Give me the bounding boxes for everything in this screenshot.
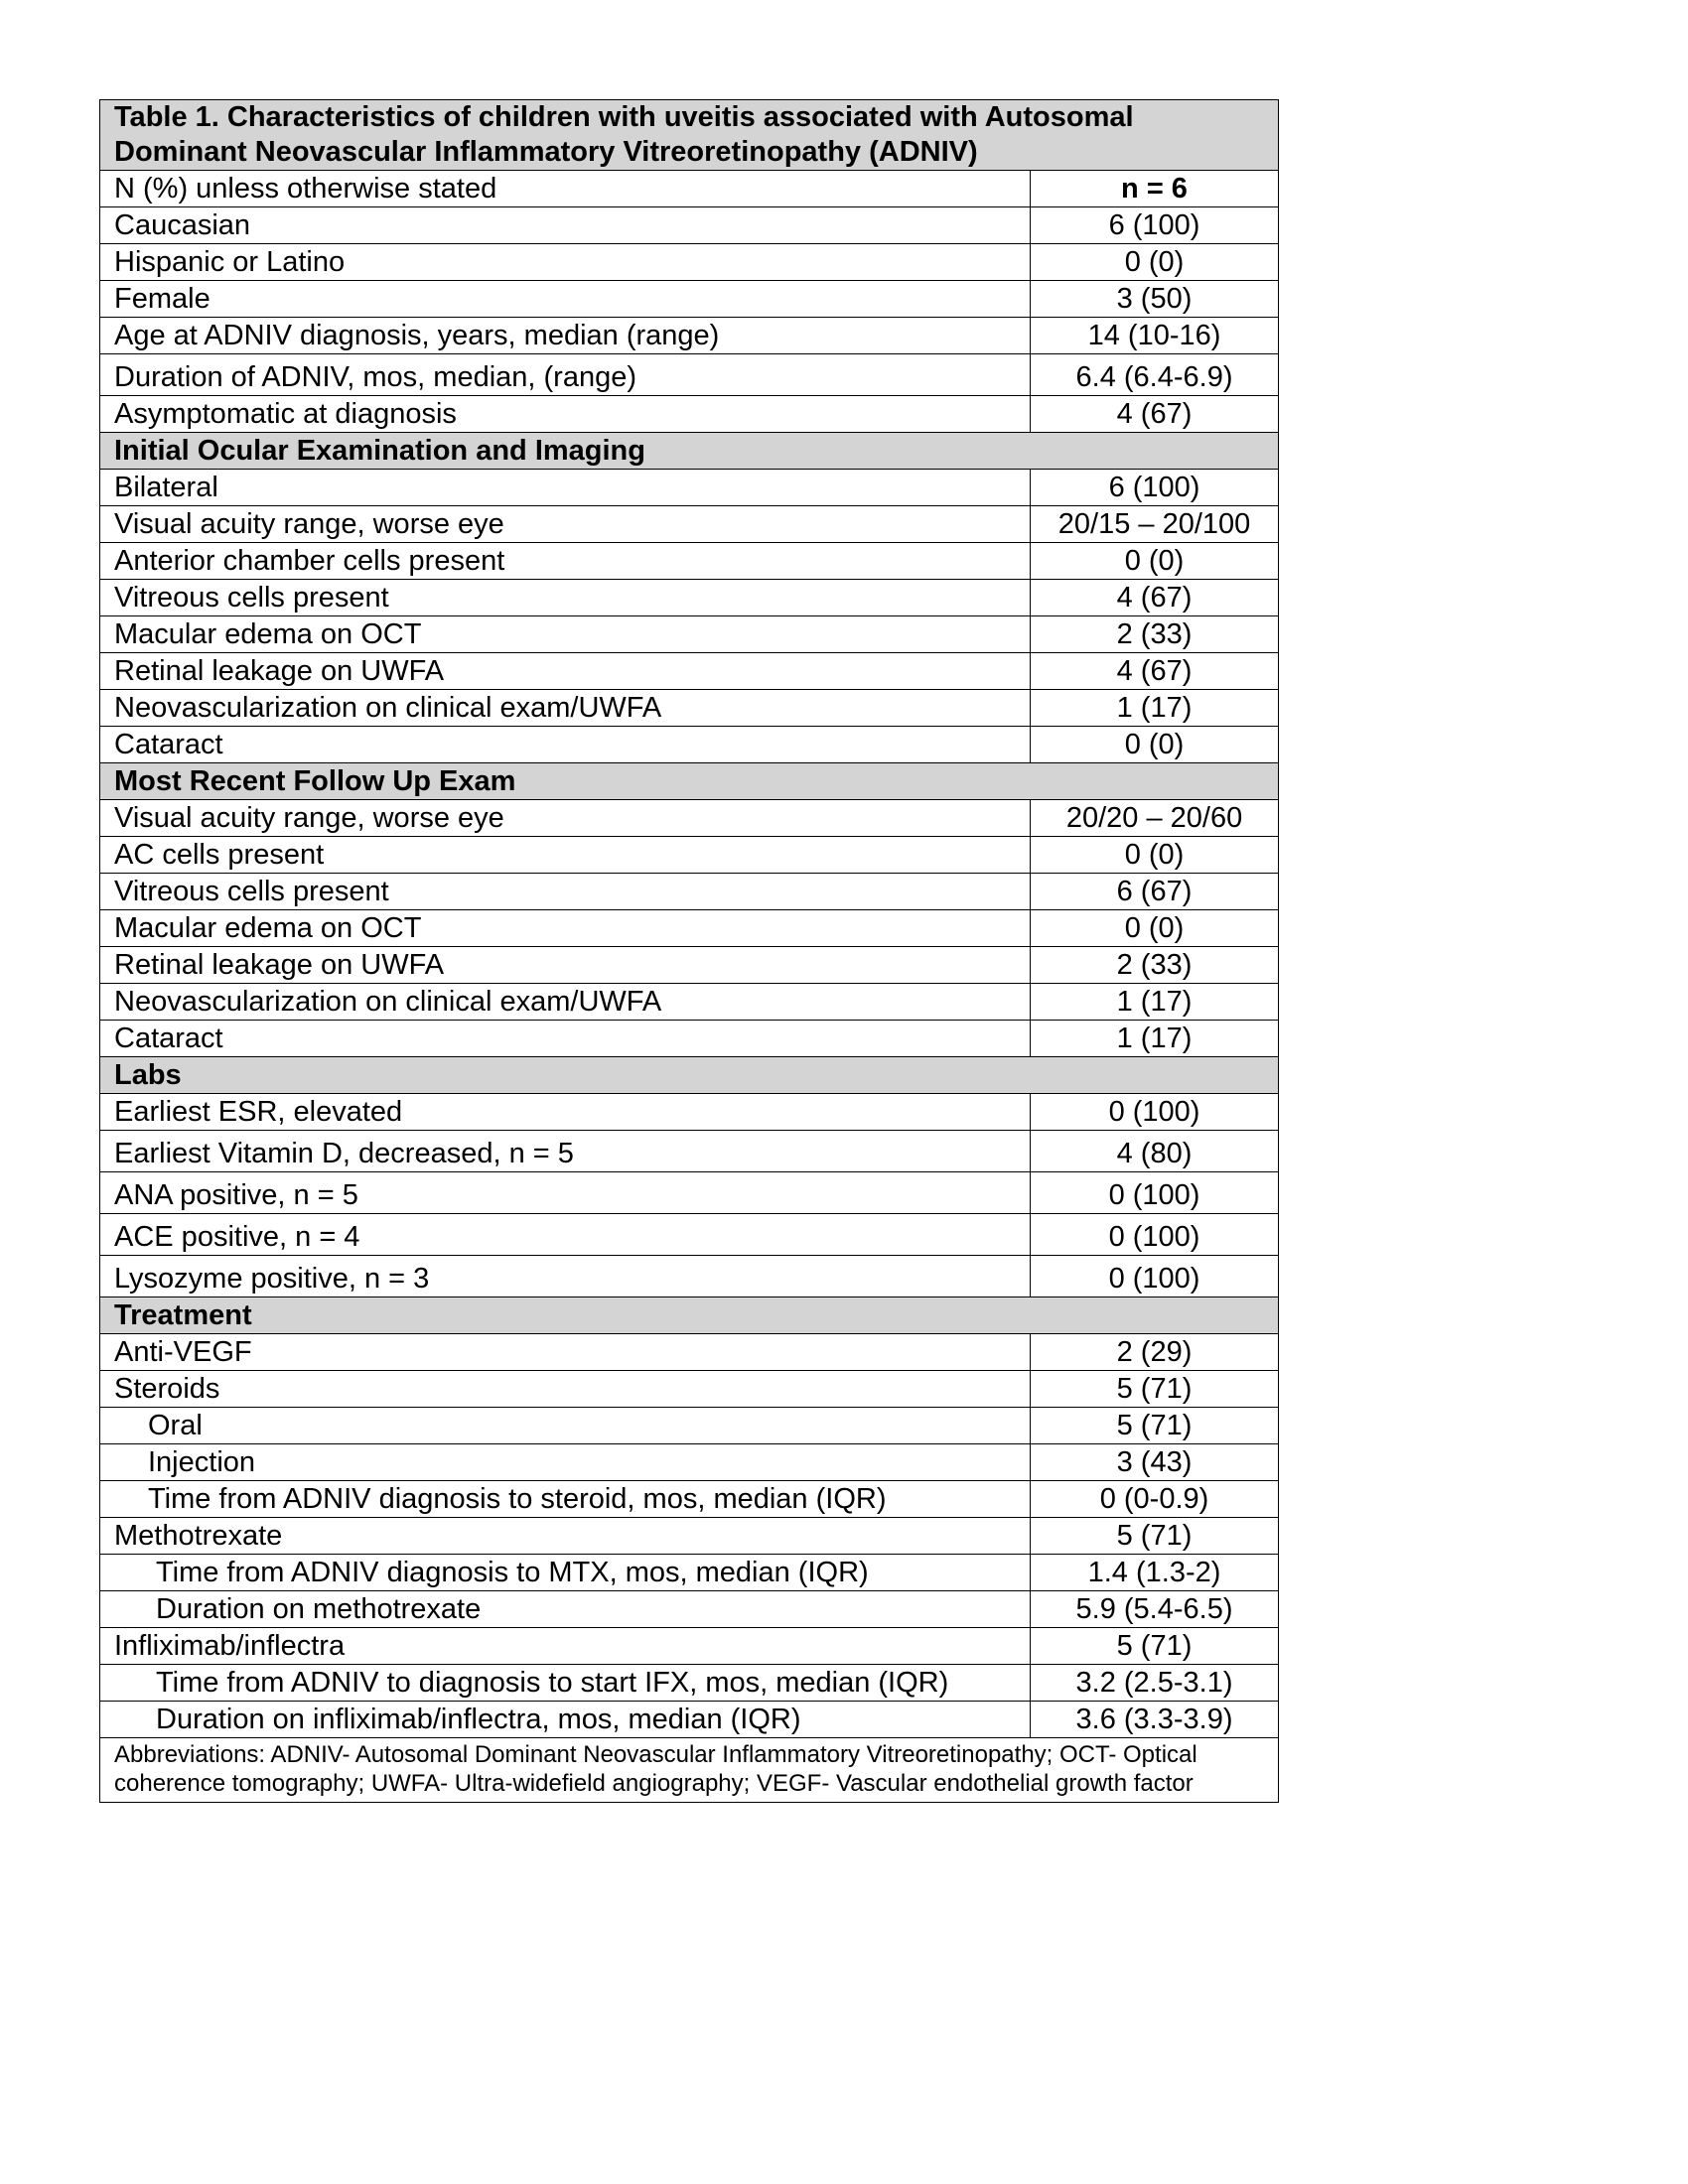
row-value: 3.2 (2.5-3.1) [1031,1665,1279,1702]
row-value: 5 (71) [1031,1408,1279,1444]
section-header-initial-exam [100,433,1279,470]
table-row [100,1555,1279,1591]
row-label: Visual acuity range, worse eye [100,506,1031,543]
row-label: Hispanic or Latino [100,244,1031,281]
row-value: 1 (17) [1031,984,1279,1021]
row-value: 0 (100) [1031,1172,1279,1214]
row-label: Steroids [100,1371,1031,1408]
row-label: Macular edema on OCT [100,910,1031,947]
table-row [100,470,1279,506]
row-label: Injection [100,1444,1031,1481]
row-label: Time from ADNIV to diagnosis to start IFX, mos, median (IQR) [100,1665,1031,1702]
row-value: 6 (100) [1031,207,1279,244]
row-value: 0 (0) [1031,910,1279,947]
table-row [100,800,1279,837]
table-row [100,1628,1279,1665]
table-row [100,1591,1279,1628]
row-label: Neovascularization on clinical exam/UWFA [100,690,1031,727]
row-label: Caucasian [100,207,1031,244]
row-label: Duration on methotrexate [100,1591,1031,1628]
row-value: 20/15 – 20/100 [1031,506,1279,543]
row-value: 0 (0) [1031,837,1279,874]
row-label: Visual acuity range, worse eye [100,800,1031,837]
characteristics-table-container [99,99,1278,1803]
table-row [100,396,1279,433]
table-row [100,1214,1279,1256]
table-row [100,1444,1279,1481]
row-label: Vitreous cells present [100,874,1031,910]
row-value: 2 (29) [1031,1334,1279,1371]
footnote-row [100,1738,1279,1803]
table-row [100,874,1279,910]
row-label: Vitreous cells present [100,580,1031,616]
table-row [100,207,1279,244]
row-label: Anti-VEGF [100,1334,1031,1371]
row-label: ACE positive, n = 4 [100,1214,1031,1256]
row-label: Earliest ESR, elevated [100,1094,1031,1131]
table-row [100,947,1279,984]
row-label: AC cells present [100,837,1031,874]
header-value: n = 6 [1031,171,1279,207]
row-label: Lysozyme positive, n = 3 [100,1256,1031,1297]
table-row [100,1172,1279,1214]
row-label: Duration on infliximab/inflectra, mos, median (IQR) [100,1702,1031,1738]
row-value: 5.9 (5.4-6.5) [1031,1591,1279,1628]
table-row [100,727,1279,763]
table-row [100,910,1279,947]
table-title: Table 1. Characteristics of children with uveitis associated with Autosomal Dominant Neovascular Inflammatory Vitreoretinopathy (ADNIV) [100,100,1279,171]
section-title: Treatment [100,1297,1279,1334]
row-label: Methotrexate [100,1518,1031,1555]
row-value: 14 (10-16) [1031,318,1279,354]
row-label: Age at ADNIV diagnosis, years, median (range) [100,318,1031,354]
row-label: ANA positive, n = 5 [100,1172,1031,1214]
row-label: Neovascularization on clinical exam/UWFA [100,984,1031,1021]
table-row [100,354,1279,396]
table-row [100,506,1279,543]
table-header-row [100,171,1279,207]
row-label: Duration of ADNIV, mos, median, (range) [100,354,1031,396]
row-value: 6.4 (6.4-6.9) [1031,354,1279,396]
row-value: 2 (33) [1031,616,1279,653]
table-row [100,1021,1279,1057]
table-row [100,281,1279,318]
table-row [100,1334,1279,1371]
table-row [100,1665,1279,1702]
row-value: 4 (80) [1031,1131,1279,1172]
row-value: 0 (100) [1031,1094,1279,1131]
row-label: Asymptomatic at diagnosis [100,396,1031,433]
row-label: Oral [100,1408,1031,1444]
table-row [100,616,1279,653]
section-title: Most Recent Follow Up Exam [100,763,1279,800]
row-value: 20/20 – 20/60 [1031,800,1279,837]
table-row [100,653,1279,690]
table-row [100,543,1279,580]
row-label: Bilateral [100,470,1031,506]
table-row [100,318,1279,354]
row-label: Retinal leakage on UWFA [100,653,1031,690]
row-value: 4 (67) [1031,580,1279,616]
row-value: 0 (0) [1031,244,1279,281]
table-row [100,1256,1279,1297]
table-row [100,1702,1279,1738]
table-row [100,690,1279,727]
row-label: Macular edema on OCT [100,616,1031,653]
row-value: 4 (67) [1031,653,1279,690]
row-value: 2 (33) [1031,947,1279,984]
table-row [100,1131,1279,1172]
row-label: Cataract [100,727,1031,763]
row-label: Time from ADNIV diagnosis to MTX, mos, median (IQR) [100,1555,1031,1591]
row-value: 0 (100) [1031,1256,1279,1297]
abbreviations-footnote: Abbreviations: ADNIV- Autosomal Dominant Neovascular Inflammatory Vitreoretinopathy; OCT- Optical coherence tomography; UWFA- Ultra-widefield angiography; VEGF- Vascular endothelial growth factor [100,1738,1279,1803]
section-header-labs [100,1057,1279,1094]
row-value: 1 (17) [1031,690,1279,727]
section-title: Initial Ocular Examination and Imaging [100,433,1279,470]
row-label: Retinal leakage on UWFA [100,947,1031,984]
table-title-row [100,100,1279,171]
row-label: Cataract [100,1021,1031,1057]
row-value: 3 (43) [1031,1444,1279,1481]
section-header-treatment [100,1297,1279,1334]
row-value: 5 (71) [1031,1518,1279,1555]
section-header-follow-up [100,763,1279,800]
row-value: 0 (0-0.9) [1031,1481,1279,1518]
table-row [100,984,1279,1021]
table-row [100,1094,1279,1131]
row-value: 0 (100) [1031,1214,1279,1256]
row-value: 3 (50) [1031,281,1279,318]
row-value: 1 (17) [1031,1021,1279,1057]
row-label: Anterior chamber cells present [100,543,1031,580]
row-label: Earliest Vitamin D, decreased, n = 5 [100,1131,1031,1172]
row-label: Infliximab/inflectra [100,1628,1031,1665]
table-row [100,1518,1279,1555]
row-value: 4 (67) [1031,396,1279,433]
row-value: 6 (67) [1031,874,1279,910]
row-value: 1.4 (1.3-2) [1031,1555,1279,1591]
table-row [100,1408,1279,1444]
row-value: 6 (100) [1031,470,1279,506]
table-row [100,1371,1279,1408]
table-row [100,837,1279,874]
row-value: 3.6 (3.3-3.9) [1031,1702,1279,1738]
table-row [100,1481,1279,1518]
section-title: Labs [100,1057,1279,1094]
row-value: 5 (71) [1031,1628,1279,1665]
row-label: Female [100,281,1031,318]
header-label: N (%) unless otherwise stated [100,171,1031,207]
row-value: 5 (71) [1031,1371,1279,1408]
row-value: 0 (0) [1031,543,1279,580]
characteristics-table [99,99,1279,1803]
row-label: Time from ADNIV diagnosis to steroid, mos, median (IQR) [100,1481,1031,1518]
table-row [100,580,1279,616]
row-value: 0 (0) [1031,727,1279,763]
table-row [100,244,1279,281]
